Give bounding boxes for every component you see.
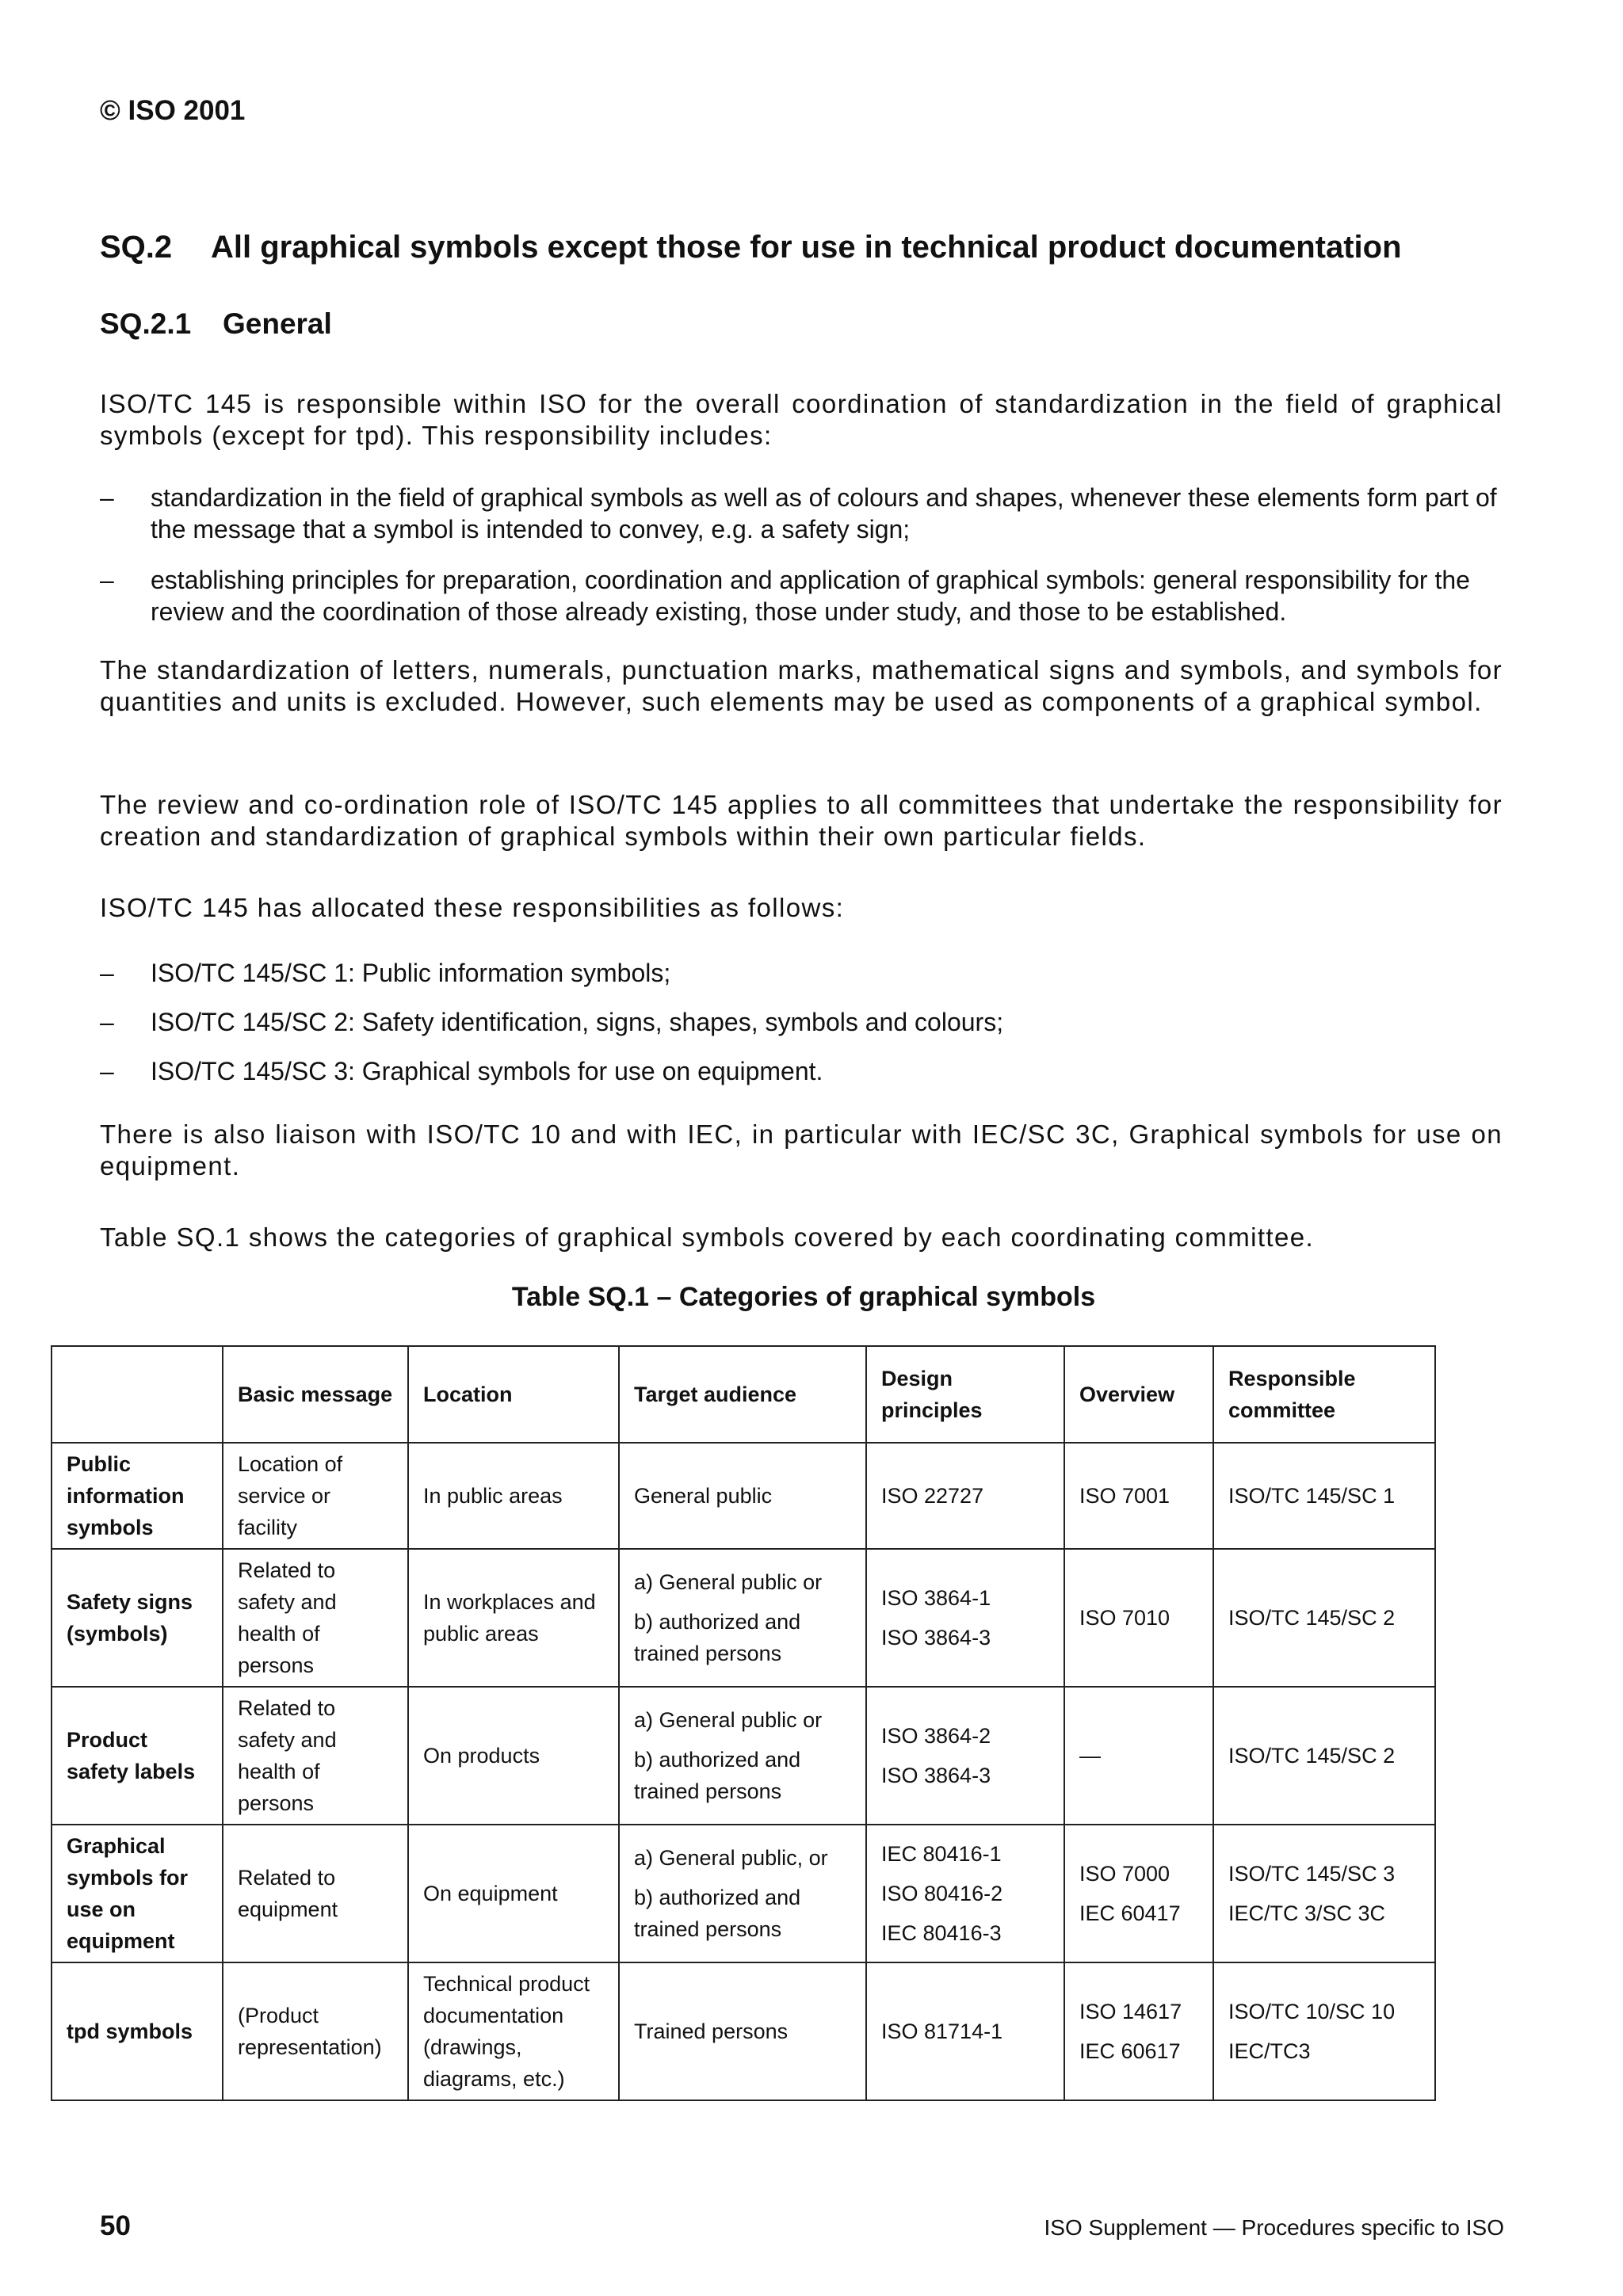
list-dash: – (100, 1008, 114, 1036)
design-cell: ISO 22727 (866, 1443, 1064, 1549)
table-row (52, 1549, 1435, 1687)
overview-cell: ISO 7001 (1064, 1443, 1213, 1549)
header-cell: Location (408, 1346, 619, 1443)
list-item (100, 482, 1503, 545)
subsection-heading (100, 307, 332, 341)
overview-cell: ISO 14617 IEC 60617 (1064, 1962, 1213, 2100)
paragraph-review-role: The review and co-ordination role of ISO/TC 145 applies to all committees that undertake the responsibility for creation and standardization of graphical symbols within their own particular fields. (100, 790, 1503, 851)
design-cell: ISO 3864-2 ISO 3864-3 (866, 1687, 1064, 1825)
audience-cell: General public (619, 1443, 866, 1549)
header-cell: Responsible committee (1213, 1346, 1435, 1443)
list-item-text: ISO/TC 145/SC 3: Graphical symbols for use on equipment. (151, 1057, 823, 1085)
message-cell: Location of service or facility (223, 1443, 408, 1549)
list-dash: – (100, 566, 114, 594)
message-cell: Related to equipment (223, 1825, 408, 1962)
categories-table (51, 1345, 1436, 2101)
subsection-number: SQ.2.1 (100, 307, 192, 340)
committee-cell: ISO/TC 145/SC 2 (1213, 1549, 1435, 1687)
table-header-row (52, 1346, 1435, 1443)
location-cell: On products (408, 1687, 619, 1825)
header-cell: Overview (1064, 1346, 1213, 1443)
header-cell (52, 1346, 223, 1443)
category-cell: Safety signs (symbols) (52, 1549, 223, 1687)
location-cell: In workplaces and public areas (408, 1549, 619, 1687)
design-cell: ISO 81714-1 (866, 1962, 1064, 2100)
list-item (100, 957, 1503, 989)
table-row (52, 1443, 1435, 1549)
copyright-notice: © ISO 2001 (100, 95, 246, 126)
message-cell: (Product representation) (223, 1962, 408, 2100)
audience-cell: a) General public or b) authorized and trained persons (619, 1687, 866, 1825)
list-dash: – (100, 1057, 114, 1085)
list-item (100, 1055, 1503, 1087)
committee-cell: ISO/TC 10/SC 10 IEC/TC3 (1213, 1962, 1435, 2100)
list-item-text: establishing principles for preparation, coordination and application of graphical symbols: general responsibility for the review and the coordination of those already existing, those under study, and those to be established. (151, 566, 1470, 626)
location-cell: In public areas (408, 1443, 619, 1549)
section-title: All graphical symbols except those for use in technical product documentation (211, 230, 1402, 265)
table-row (52, 1825, 1435, 1962)
header-cell: Basic message (223, 1346, 408, 1443)
list-dash: – (100, 483, 114, 512)
location-cell: Technical product documentation (drawings, diagrams, etc.) (408, 1962, 619, 2100)
list-item-text: ISO/TC 145/SC 2: Safety identification, signs, shapes, symbols and colours; (151, 1008, 1004, 1036)
overview-cell: ISO 7010 (1064, 1549, 1213, 1687)
table-row (52, 1687, 1435, 1825)
list-item-text: standardization in the field of graphical symbols as well as of colours and shapes, whenever these elements form part of the message that a symbol is intended to convey, e.g. a safety sign; (151, 483, 1497, 543)
paragraph-table-intro: Table SQ.1 shows the categories of graphical symbols covered by each coordinating committee. (100, 1222, 1315, 1252)
committee-cell: ISO/TC 145/SC 2 (1213, 1687, 1435, 1825)
paragraph-exclusion: The standardization of letters, numerals, punctuation marks, mathematical signs and symbols, and symbols for quantities and units is excluded. However, such elements may be used as components of a graphical symbol. (100, 655, 1503, 716)
overview-cell: — (1064, 1687, 1213, 1825)
message-cell: Related to safety and health of persons (223, 1549, 408, 1687)
overview-cell: ISO 7000 IEC 60417 (1064, 1825, 1213, 1962)
header-cell: Target audience (619, 1346, 866, 1443)
footer-title: ISO Supplement — Procedures specific to ISO (1044, 2215, 1504, 2240)
list-item (100, 564, 1503, 627)
committee-cell: ISO/TC 145/SC 1 (1213, 1443, 1435, 1549)
paragraph-liaison: There is also liaison with ISO/TC 10 and with IEC, in particular with IEC/SC 3C, Graphical symbols for use on equipment. (100, 1119, 1503, 1180)
category-cell: Public information symbols (52, 1443, 223, 1549)
page-number: 50 (100, 2210, 131, 2241)
paragraph-intro: ISO/TC 145 is responsible within ISO for the overall coordination of standardization in the field of graphical symbols (except for tpd). This responsibility includes: (100, 389, 1503, 450)
section-heading (100, 230, 1402, 265)
design-cell: ISO 3864-1 ISO 3864-3 (866, 1549, 1064, 1687)
message-cell: Related to safety and health of persons (223, 1687, 408, 1825)
audience-cell: a) General public, or b) authorized and trained persons (619, 1825, 866, 1962)
list-item (100, 1006, 1503, 1038)
paragraph-allocation: ISO/TC 145 has allocated these responsibilities as follows: (100, 893, 845, 922)
list-item-text: ISO/TC 145/SC 1: Public information symbols; (151, 959, 671, 987)
category-cell: tpd symbols (52, 1962, 223, 2100)
location-cell: On equipment (408, 1825, 619, 1962)
audience-cell: a) General public or b) authorized and trained persons (619, 1549, 866, 1687)
section-number: SQ.2 (100, 230, 173, 265)
list-dash: – (100, 959, 114, 987)
header-cell: Design principles (866, 1346, 1064, 1443)
subsection-title: General (223, 307, 332, 340)
table-row (52, 1962, 1435, 2100)
table-title: Table SQ.1 – Categories of graphical symbols (511, 1282, 1096, 1312)
category-cell: Graphical symbols for use on equipment (52, 1825, 223, 1962)
category-cell: Product safety labels (52, 1687, 223, 1825)
design-cell: IEC 80416-1 ISO 80416-2 IEC 80416-3 (866, 1825, 1064, 1962)
audience-cell: Trained persons (619, 1962, 866, 2100)
committee-cell: ISO/TC 145/SC 3 IEC/TC 3/SC 3C (1213, 1825, 1435, 1962)
